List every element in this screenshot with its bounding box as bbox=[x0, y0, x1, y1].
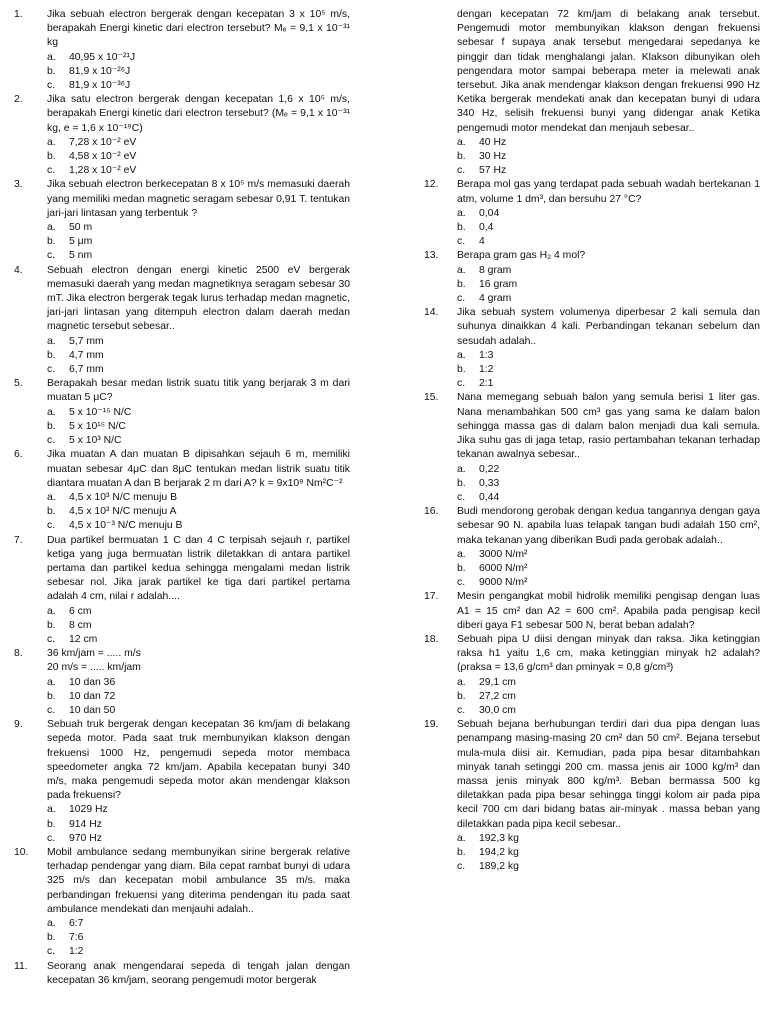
option-text: 4,7 mm bbox=[69, 349, 104, 361]
answer-option bbox=[47, 704, 350, 718]
option-text: 4 bbox=[479, 236, 485, 248]
option-letter: b. bbox=[47, 349, 56, 361]
question-text: Berapa mol gas yang terdapat pada sebuah wadah bertekanan 1 atm, volume 1 dm³, dan bersuhu 27 °C? bbox=[457, 179, 760, 205]
option-text: 7,28 x 10⁻² eV bbox=[69, 136, 137, 148]
answer-option bbox=[47, 136, 350, 150]
question-number: 4. bbox=[14, 264, 23, 276]
question-text: Jika sebuah system volumenya diperbesar 2 kali semula dan suhunya dinaikkan 4 kali. Perbandingan tekanan sebelum dan sesudah adalah.. bbox=[457, 307, 760, 347]
answer-option bbox=[457, 278, 760, 292]
answer-option bbox=[47, 818, 350, 832]
option-text: 1:2 bbox=[69, 946, 84, 958]
question-block bbox=[424, 306, 760, 391]
question-text: Sebuah electron dengan energi kinetic 2500 eV bergerak memasuki daerah yang medan magnetiknya seragam sebesar 30 mT. Jika electron bergerak tegak lurus terhadap medan magnetic, jari-jari lintasan yang ditempuh electron dalam daerah medan magnetic tersebut sebesar.. bbox=[47, 264, 350, 333]
option-letter: a. bbox=[47, 406, 56, 418]
answer-option bbox=[457, 576, 760, 590]
question-number: 7. bbox=[14, 534, 23, 546]
answer-option bbox=[457, 264, 760, 278]
option-text: 6,7 mm bbox=[69, 364, 104, 376]
question-block bbox=[14, 846, 350, 960]
question-row bbox=[424, 249, 760, 263]
option-text: 30 Hz bbox=[479, 151, 507, 163]
answer-option bbox=[457, 562, 760, 576]
answer-option bbox=[457, 676, 760, 690]
answer-option bbox=[457, 832, 760, 846]
answer-option bbox=[47, 832, 350, 846]
option-text: 10 dan 72 bbox=[69, 690, 116, 702]
answer-option bbox=[457, 150, 760, 164]
option-text: 1029 Hz bbox=[69, 804, 108, 816]
option-text: 0,04 bbox=[479, 207, 500, 219]
option-text: 29,1 cm bbox=[479, 676, 516, 688]
option-text: 5,7 mm bbox=[69, 335, 104, 347]
question-number: 14. bbox=[424, 307, 439, 319]
option-letter: c. bbox=[47, 633, 56, 645]
option-letter: c. bbox=[457, 704, 466, 716]
question-block bbox=[14, 93, 350, 178]
option-text: 2:1 bbox=[479, 378, 494, 390]
option-letter: c. bbox=[457, 861, 466, 873]
option-letter: b. bbox=[47, 420, 56, 432]
option-text: 81,9 x 10⁻³⁶J bbox=[69, 80, 131, 92]
right-column bbox=[424, 8, 760, 874]
question-row bbox=[14, 846, 350, 917]
option-letter: c. bbox=[47, 520, 56, 532]
option-text: 5 x 10¹⁵ N/C bbox=[69, 420, 126, 432]
question-block bbox=[424, 633, 760, 718]
option-text: 6:7 bbox=[69, 918, 84, 929]
option-letter: b. bbox=[457, 151, 466, 163]
question-text: Mesin pengangkat mobil hidrolik memiliki pengisap dengan luas A1 = 15 cm² dan A2 = 600 cm². Apabila pada pengisap kecil diberi gaya F1 sebesar 500 N, berat beban adalah? bbox=[457, 591, 760, 631]
option-letter: a. bbox=[47, 335, 56, 347]
answer-option bbox=[457, 463, 760, 477]
option-text: 50 m bbox=[69, 222, 93, 234]
question-number: 16. bbox=[424, 506, 439, 518]
question-text: Sebuah truk bergerak dengan kecepatan 36 km/jam di belakang sepeda motor. Pada saat truk membunyikan klakson dengan frekuensi 1000 Hz, pengemudi sepeda motor membaca speedometer angka 72 km/jam. Apabila kecepatan bunyi 340 m/s, maka pengemudi sepeda motor akan mendengar klakson pada frekuensi? bbox=[47, 719, 350, 802]
question-block bbox=[424, 590, 760, 633]
option-text: 40 Hz bbox=[479, 136, 507, 148]
option-letter: a. bbox=[47, 918, 56, 929]
option-letter: a. bbox=[47, 491, 56, 503]
question-block bbox=[14, 178, 350, 263]
question-text: Jika sebuah electron berkecepatan 8 x 10⁵ m/s memasuki daerah yang memiliki medan magnetic seragam sebesar 0,91 T. tentukan jari-jari lintasan yang terbentuk ? bbox=[47, 179, 350, 219]
option-letter: a. bbox=[47, 804, 56, 816]
option-text: 970 Hz bbox=[69, 832, 102, 844]
option-text: 6000 N/m² bbox=[479, 562, 528, 574]
question-number bbox=[424, 8, 457, 136]
question-number: 3. bbox=[14, 179, 23, 191]
option-text: 10 dan 50 bbox=[69, 704, 116, 716]
question-row bbox=[14, 377, 350, 405]
option-letter: c. bbox=[47, 165, 56, 177]
option-text: 3000 N/m² bbox=[479, 548, 528, 560]
answer-option bbox=[47, 690, 350, 704]
answer-option bbox=[47, 945, 350, 959]
question-row bbox=[14, 647, 350, 661]
question-row bbox=[424, 8, 760, 136]
answer-option bbox=[47, 420, 350, 434]
option-text: 189,2 kg bbox=[479, 861, 519, 873]
answer-option bbox=[47, 633, 350, 647]
option-letter: b. bbox=[457, 846, 466, 858]
option-letter: a. bbox=[47, 676, 56, 688]
question-number: 6. bbox=[14, 449, 23, 461]
answer-option bbox=[457, 690, 760, 704]
question-block bbox=[424, 391, 760, 505]
option-letter: c. bbox=[457, 236, 466, 248]
answer-option bbox=[47, 335, 350, 349]
answer-option bbox=[47, 491, 350, 505]
option-letter: c. bbox=[47, 80, 56, 92]
question-row bbox=[14, 960, 350, 988]
answer-option bbox=[47, 519, 350, 533]
option-text: 1:3 bbox=[479, 349, 494, 361]
question-text: dengan kecepatan 72 km/jam di belakang anak tersebut. Pengemudi motor membunyikan klakson dengan frekuensi sebesar f supaya anak tersebut mengedarai sepedanya ke pinggir dan tidak menghalangi jalan. Klakson dibunyikan oleh pengendara motor sampai beberapa meter ia melewati anak tersebut. Jika anak mendengar klakson dengan frekuensi 990 Hz Ketika bergerak mendekati anak dan kecepatan bunyi di udara 340 Hz, selisih frekuensi bunyi yang didengar anak Ketika pengemudi motor mendekat dan menjauh sebesar.. bbox=[457, 9, 760, 134]
answer-option bbox=[47, 505, 350, 519]
answer-option bbox=[457, 860, 760, 874]
question-block bbox=[14, 960, 350, 988]
answer-option bbox=[47, 363, 350, 377]
question-row bbox=[424, 391, 760, 462]
question-text: Berapakah besar medan listrik suatu titik yang berjarak 3 m dari muatan 5 μC? bbox=[47, 378, 350, 404]
option-letter: b. bbox=[47, 151, 56, 163]
question-number: 11. bbox=[14, 960, 28, 972]
answer-option bbox=[47, 150, 350, 164]
option-text: 1,28 x 10⁻² eV bbox=[69, 165, 137, 177]
answer-option bbox=[457, 164, 760, 178]
answer-option bbox=[457, 363, 760, 377]
question-number: 5. bbox=[14, 378, 23, 390]
option-text: 30,0 cm bbox=[479, 704, 516, 716]
option-letter: c. bbox=[457, 293, 466, 305]
option-letter: a. bbox=[457, 676, 466, 688]
option-letter: a. bbox=[457, 832, 466, 844]
question-number: 13. bbox=[424, 250, 439, 262]
question-row bbox=[14, 93, 350, 136]
option-letter: c. bbox=[457, 491, 466, 503]
answer-option bbox=[47, 605, 350, 619]
option-letter: c. bbox=[47, 435, 56, 447]
answer-option bbox=[47, 51, 350, 65]
option-text: 81,9 x 10⁻²⁶J bbox=[69, 65, 131, 77]
question-block bbox=[14, 8, 350, 93]
question-number: 17. bbox=[424, 591, 439, 603]
question-text: Budi mendorong gerobak dengan kedua tangannya dengan gaya sebesar 90 N. apabila luas telapak tangan budi adalah 150 cm², maka tekanan yang diberikan Budi pada gerobak adalah.. bbox=[457, 506, 760, 546]
question-block bbox=[424, 8, 760, 178]
option-text: 0,33 bbox=[479, 477, 500, 489]
option-letter: a. bbox=[457, 548, 466, 560]
answer-option bbox=[457, 207, 760, 221]
answer-option bbox=[47, 349, 350, 363]
option-letter: c. bbox=[457, 577, 466, 589]
question-block bbox=[14, 534, 350, 648]
question-block bbox=[424, 249, 760, 306]
question-row bbox=[424, 590, 760, 633]
question-text: Sebuah pipa U diisi dengan minyak dan raksa. Jika ketinggian raksa h1 yaitu 1,6 cm, maka ketinggian minyak h2 adalah? (ρraksa = 13,6 g/cm³ dan ρminyak = 0,8 g/cm³) bbox=[457, 633, 760, 674]
question-text: Berapa gram gas H₂ 4 mol? bbox=[457, 250, 586, 262]
question-text: Seorang anak mengendarai sepeda di tengah jalan dengan kecepatan 36 km/jam, seorang pengemudi motor bergerak bbox=[47, 960, 350, 986]
option-text: 27,2 cm bbox=[479, 690, 516, 702]
question-block bbox=[424, 178, 760, 249]
question-row bbox=[14, 718, 350, 803]
answer-option bbox=[457, 548, 760, 562]
answer-option bbox=[47, 235, 350, 249]
option-text: 6 cm bbox=[69, 605, 92, 617]
option-letter: a. bbox=[47, 51, 56, 63]
option-letter: a. bbox=[47, 136, 56, 148]
option-text: 57 Hz bbox=[479, 165, 507, 177]
question-text: Jika sebuah electron bergerak dengan kecepatan 3 x 10⁵ m/s, berapakah Energi kinetic dari electron tersebut? Mₑ = 9,1 x 10⁻³¹ kg bbox=[47, 9, 350, 49]
question-number: 15. bbox=[424, 392, 439, 404]
answer-option bbox=[457, 477, 760, 491]
question-block bbox=[14, 718, 350, 846]
answer-option bbox=[457, 235, 760, 249]
question-block bbox=[424, 718, 760, 874]
question-block bbox=[14, 448, 350, 533]
question-number: 18. bbox=[424, 633, 439, 645]
option-text: 9000 N/m² bbox=[479, 577, 528, 589]
option-text: 40,95 x 10⁻²¹J bbox=[69, 51, 136, 63]
option-text: 5 x 10⁻¹⁵ N/C bbox=[69, 406, 132, 418]
answer-option bbox=[457, 846, 760, 860]
option-letter: a. bbox=[47, 605, 56, 617]
option-letter: b. bbox=[47, 236, 56, 248]
option-text: 0,44 bbox=[479, 491, 500, 503]
question-row bbox=[14, 8, 350, 51]
option-letter: b. bbox=[457, 364, 466, 376]
question-block bbox=[14, 264, 350, 378]
option-text: 16 gram bbox=[479, 278, 518, 290]
answer-option bbox=[47, 434, 350, 448]
option-letter: c. bbox=[47, 364, 56, 376]
question-row bbox=[424, 505, 760, 548]
question-row bbox=[424, 718, 760, 832]
option-text: 8 cm bbox=[69, 619, 92, 631]
option-letter: a. bbox=[457, 463, 466, 475]
option-text: 4,5 x 10³ N/C menuju B bbox=[69, 491, 177, 503]
option-text: 0,4 bbox=[479, 222, 494, 234]
question-text: Sebuah bejana berhubungan terdiri dari dua pipa dengan luas penampang masing-masing 20 cm² dan 50 cm². Bejana tersebut mula-mula diisi air. Kemudian, pada pipa besar ditambahkan minyak tanah setinggi 200 cm. massa jenis air 1000 kg/m³ dan massa jenis minyak 800 kg/m³. Beban bermassa 500 kg diletakkan pada pipa besar sehingga tinggi kolom air pada pipa kecil 700 cm dari bidang batas air-minyak . massa beban yang diletakkan pada pipa kecil sebesar.. bbox=[457, 719, 760, 830]
answer-option bbox=[47, 619, 350, 633]
option-letter: b. bbox=[457, 477, 466, 489]
option-text: 5 μm bbox=[69, 236, 93, 248]
question-text: Nana memegang sebuah balon yang semula berisi 1 liter gas. Nana menambahkan 500 cm³ gas yang sama ke dalam balon sehingga massa gas di dalam balon menjadi dua kali semula. Jika suhu gas di jaga tetap, rasio pertambahan tekanan terhadap tekanan awalnya sebesar.. bbox=[457, 392, 760, 461]
option-letter: c. bbox=[47, 946, 56, 958]
answer-option bbox=[47, 79, 350, 93]
answer-option bbox=[457, 377, 760, 391]
option-text: 7:6 bbox=[69, 932, 84, 944]
option-text: 1:2 bbox=[479, 364, 494, 376]
question-text: Dua partikel bermuatan 1 C dan 4 C terpisah sejauh r, partikel ketiga yang juga bermuatan listrik diletakkan di antara partikel pertama dan partikel kedua sehingga mengalami medan listrik sebesar nol. Jika jarak partikel ke tiga dari partikel pertama adalah 4 cm, nilai r adalah.... bbox=[47, 534, 350, 603]
question-row bbox=[14, 264, 350, 335]
question-row bbox=[14, 534, 350, 605]
question-number: 10. bbox=[14, 846, 29, 858]
answer-option bbox=[457, 491, 760, 505]
question-row bbox=[14, 448, 350, 491]
option-letter: b. bbox=[457, 278, 466, 290]
question-text: 36 km/jam = ..... m/s bbox=[47, 648, 141, 660]
answer-option bbox=[47, 221, 350, 235]
option-letter: c. bbox=[457, 165, 466, 177]
option-text: 4 gram bbox=[479, 293, 512, 305]
question-text: Mobil ambulance sedang membunyikan sirine bergerak relative terhadap pendengar yang diam. Bila cepat rambat bunyi di udara 325 m/s dan kecepatan mobil ambulance 35 m/s. maka perbandingan frekuensi yang diterima pendengan itu pada saat ambulance mendekati dan menjauhi adalah.. bbox=[47, 846, 350, 915]
answer-option bbox=[457, 704, 760, 718]
question-text: Jika satu electron bergerak dengan kecepatan 1,6 x 10⁵ m/s, berapakah Energi kinetic dari electron tersebut? (Mₑ = 9,1 x 10⁻³¹ kg, e = 1,6 x 10⁻¹⁹C) bbox=[47, 94, 350, 134]
option-letter: b. bbox=[47, 690, 56, 702]
option-text: 4,58 x 10⁻² eV bbox=[69, 151, 137, 163]
answer-option bbox=[47, 65, 350, 79]
question-row bbox=[424, 306, 760, 349]
answer-option bbox=[457, 292, 760, 306]
question-number: 12. bbox=[424, 179, 439, 191]
answer-option bbox=[47, 931, 350, 945]
option-letter: b. bbox=[47, 818, 56, 830]
option-text: 10 dan 36 bbox=[69, 676, 116, 688]
question-row bbox=[424, 178, 760, 206]
option-letter: a. bbox=[457, 136, 466, 148]
option-letter: a. bbox=[47, 222, 56, 234]
option-text: 8 gram bbox=[479, 264, 512, 276]
option-text: 4,5 x 10³ N/C menuju A bbox=[69, 506, 177, 518]
option-letter: c. bbox=[47, 832, 56, 844]
answer-option bbox=[47, 249, 350, 263]
question-block bbox=[14, 377, 350, 448]
question-row bbox=[14, 178, 350, 221]
option-text: 0,22 bbox=[479, 463, 500, 475]
answer-option bbox=[47, 676, 350, 690]
option-letter: c. bbox=[47, 250, 56, 262]
answer-option bbox=[457, 349, 760, 363]
question-number: 1. bbox=[14, 9, 23, 20]
answer-option bbox=[457, 221, 760, 235]
option-text: 914 Hz bbox=[69, 818, 102, 830]
left-column bbox=[14, 8, 350, 988]
question-continuation: 20 m/s = ..... km/jam bbox=[47, 662, 141, 674]
option-letter: c. bbox=[47, 704, 56, 716]
option-text: 4,5 x 10⁻³ N/C menuju B bbox=[69, 520, 183, 532]
answer-option bbox=[457, 136, 760, 150]
question-row bbox=[424, 633, 760, 676]
option-letter: b. bbox=[47, 506, 56, 518]
option-letter: a. bbox=[457, 349, 466, 361]
question-number: 2. bbox=[14, 94, 23, 106]
question-number: 9. bbox=[14, 719, 23, 731]
option-letter: a. bbox=[457, 264, 466, 276]
answer-option bbox=[47, 917, 350, 931]
option-letter: b. bbox=[457, 222, 466, 234]
option-text: 192,3 kg bbox=[479, 832, 519, 844]
question-number: 8. bbox=[14, 648, 23, 660]
option-letter: c. bbox=[457, 378, 466, 390]
question-block bbox=[424, 505, 760, 590]
question-block bbox=[14, 647, 350, 718]
option-text: 12 cm bbox=[69, 633, 98, 645]
option-letter: b. bbox=[47, 932, 56, 944]
option-letter: b. bbox=[457, 690, 466, 702]
option-letter: b. bbox=[457, 562, 466, 574]
option-text: 5 nm bbox=[69, 250, 93, 262]
option-text: 5 x 10³ N/C bbox=[69, 435, 122, 447]
option-text: 194,2 kg bbox=[479, 846, 519, 858]
option-letter: b. bbox=[47, 65, 56, 77]
answer-option bbox=[47, 803, 350, 817]
question-text: Jika muatan A dan muatan B dipisahkan sejauh 6 m, memiliki muatan sebesar 4μC dan 8μC tentukan medan listrik suatu titik diantara muatan A dan B berjarak 2 m dari A? k = 9x10⁹ Nm²C⁻² bbox=[47, 449, 350, 489]
answer-option bbox=[47, 164, 350, 178]
option-letter: b. bbox=[47, 619, 56, 631]
option-letter: a. bbox=[457, 207, 466, 219]
question-number: 19. bbox=[424, 719, 439, 731]
answer-option bbox=[47, 406, 350, 420]
